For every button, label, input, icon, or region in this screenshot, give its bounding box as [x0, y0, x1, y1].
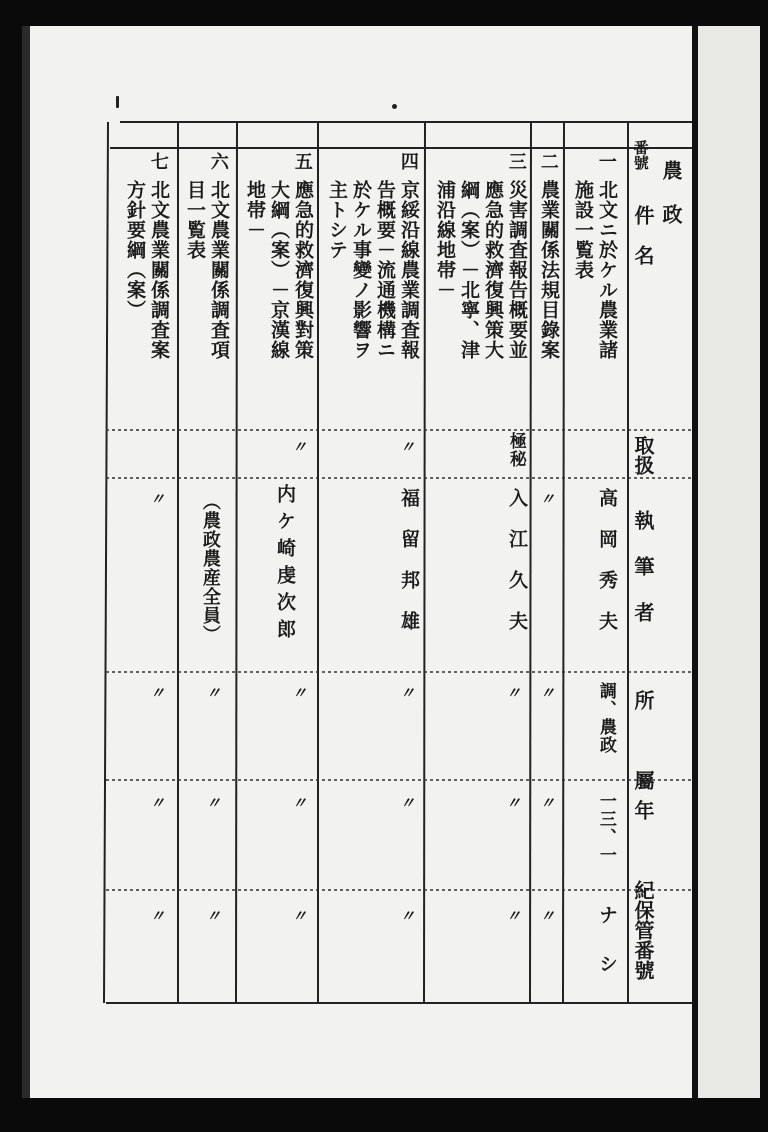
row-3-subject-line3: 綱（案）－北寧、津	[457, 180, 480, 360]
row-6-number: 六	[207, 152, 229, 170]
row-4-storage: 〃	[400, 907, 416, 925]
row-1-subject-line1: 北文ニ於ケル農業諸	[595, 180, 618, 360]
row-7-subject-line2: 方針要綱（案）	[123, 180, 146, 320]
header-author: 執筆者	[631, 510, 655, 648]
row-3-handling: 極秘	[505, 432, 526, 468]
row-7-affiliation: 〃	[150, 684, 166, 702]
row-4-handling: 〃	[400, 438, 416, 456]
row-5-number: 五	[291, 152, 313, 170]
row-4-subject-line2: 告概要－流通機構ニ	[373, 180, 396, 360]
row-4-subject-line4: 主トシテ	[325, 180, 348, 260]
row-2-year: 〃	[540, 794, 556, 812]
row-3-subject-line2: 應急的救濟復興策大	[481, 180, 504, 360]
row-5-affiliation: 〃	[292, 684, 308, 702]
row-1-year: 一三、一	[595, 792, 616, 864]
row-7-author: 〃	[150, 490, 166, 508]
row-6-year: 〃	[206, 794, 222, 812]
row-1-storage: ナシ	[595, 905, 618, 1003]
scan-mark	[116, 96, 119, 108]
header-storage: 保管番號	[631, 900, 655, 980]
row-7-year: 〃	[150, 794, 166, 812]
row-7-storage: 〃	[150, 907, 166, 925]
row-5-year: 〃	[292, 794, 308, 812]
row-3-number: 三	[505, 152, 527, 170]
row-5-author: 内ケ崎虔次郎	[273, 484, 296, 646]
row-3-affiliation: 〃	[506, 684, 522, 702]
row-1-subject-line2: 施設一覧表	[571, 180, 594, 280]
row-5-subject-line2: 大綱（案）－京漢線	[267, 180, 290, 360]
row-4-number: 四	[397, 152, 419, 170]
header-year: 年 紀	[631, 800, 655, 920]
row-1-affiliation: 調、農政	[595, 682, 616, 754]
row-3-subject-line4: 浦沿線地帯－	[433, 180, 456, 300]
row-4-affiliation: 〃	[400, 684, 416, 702]
row-6-affiliation: 〃	[206, 684, 222, 702]
row-7-subject-line1: 北文農業關係調査案	[147, 180, 170, 360]
header-subject: 件 名	[631, 205, 655, 265]
header-number: 番號	[631, 140, 650, 170]
row-6-storage: 〃	[206, 907, 222, 925]
row-3-storage: 〃	[506, 907, 522, 925]
row-1-number: 一	[595, 152, 617, 170]
row-5-handling: 〃	[292, 438, 308, 456]
header-handling: 取扱	[631, 435, 655, 475]
row-6-author: （農政農産全員）	[199, 492, 221, 644]
row-2-storage: 〃	[540, 907, 556, 925]
row-2-number: 二	[537, 152, 559, 170]
row-2-author: 〃	[540, 490, 556, 508]
scan-speck	[392, 104, 397, 109]
row-1-author: 高岡秀夫	[595, 488, 618, 652]
row-3-subject-line1: 災害調査報告概要並	[505, 180, 528, 360]
row-7-number: 七	[147, 152, 169, 170]
section-title: 農 政	[659, 160, 683, 224]
row-5-storage: 〃	[292, 907, 308, 925]
row-2-affiliation: 〃	[540, 684, 556, 702]
row-4-author: 福留邦雄	[397, 488, 420, 652]
row-6-subject-line1: 北文農業關係調査項	[207, 180, 230, 360]
row-3-author: 入江久夫	[505, 488, 528, 652]
row-5-subject-line3: 地帯－	[243, 180, 266, 240]
row-4-subject-line3: 於ケル事變ノ影響ヲ	[349, 180, 372, 360]
row-3-year: 〃	[506, 794, 522, 812]
row-5-subject-line1: 應急的救濟復興對策	[291, 180, 314, 360]
row-6-subject-line2: 目一覧表	[183, 180, 206, 260]
row-2-subject-line1: 農業關係法規目錄案	[537, 180, 560, 360]
row-4-subject-line1: 京綏沿線農業調査報	[397, 180, 420, 360]
row-4-year: 〃	[400, 794, 416, 812]
header-affiliation: 所 屬	[631, 690, 655, 810]
